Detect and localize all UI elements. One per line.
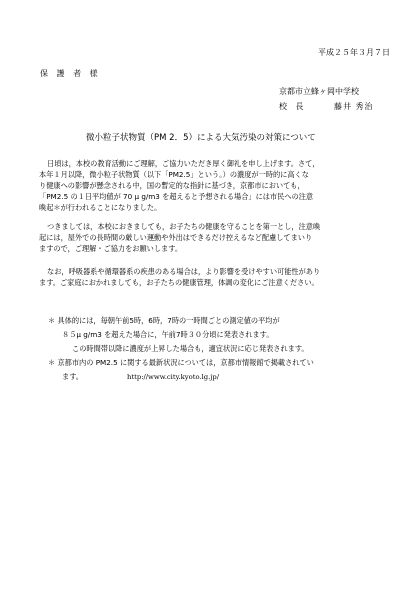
paragraph-line: ます。ご家庭におかれましても，お子たちの健康管理，体調の変化にご注意ください。 [39, 278, 319, 287]
paragraph-line: り健康への影響が懸念される中，国の暫定的な指針に基づき，京都市においても， [39, 181, 305, 190]
sender-school: 京都市立蜂ヶ岡中学校 [279, 87, 359, 96]
paragraph-line: ますので，ご理解・ご協力をお願いします。 [39, 244, 183, 253]
city-website-link[interactable]: http://www.city.kyoto.lg.jp/ [127, 373, 220, 381]
paragraph-line: 日頃は，本校の教育活動にご理解，ご協力いただき厚く御礼を申し上げます。さて， [47, 159, 320, 168]
note-line [48, 370, 388, 384]
note-line: ＊ 京都市内の PM2.5 に関する最新状況については，京都市情報館で掲載されてい [48, 358, 314, 367]
paragraph-line: なお，呼吸器系や循環器系の疾患のある場合は，より影響を受けやすい可能性があり [47, 267, 321, 276]
document-title: 微小粒子状物質（PM 2．5）による大気汚染の対策について [86, 133, 316, 143]
note-line: ８５μ g/m3 を超えた場合に，午前7時３０分頃に発表されます。 [62, 330, 274, 339]
document-date: 平成２５年３月７日 [318, 48, 390, 57]
paragraph-line: つきましては，本校におきましても，お子たちの健康を守ることを第一とし，注意喚 [47, 222, 321, 231]
note-text: ます。 [62, 372, 83, 381]
recipient: 保 護 者 様 [40, 69, 101, 78]
paragraph-line: 喚起＊が行われることになりました。 [39, 203, 162, 212]
paragraph-2 [39, 221, 381, 254]
sender-name: 藤井 秀治 [334, 102, 374, 111]
paragraph-line: 本年１月以降，微小粒子状物質（以下「PM2.5」という。）の濃度が一時的に高くな [39, 170, 309, 179]
sender-role: 校 長 [279, 102, 307, 111]
paragraph-line: 「PM2.5 の１日平均値が 70 μ g/m3 を超えると予想される場合」には市民への注意 [39, 192, 314, 201]
paragraph-3 [39, 266, 381, 288]
note-line: ＊ 具体的には，毎朝午前5時，6時，7時の一時間ごとの測定値の平均が [48, 316, 280, 325]
paragraph-1 [39, 158, 381, 213]
footnotes [48, 314, 388, 384]
note-line: この時間帯以降に濃度が上昇した場合も，適宜状況に応じ発表されます。 [72, 344, 309, 353]
paragraph-line: 起には，屋外での長時間の厳しい運動や外出はできるだけ控えるなど配慮してまいり [39, 233, 313, 242]
